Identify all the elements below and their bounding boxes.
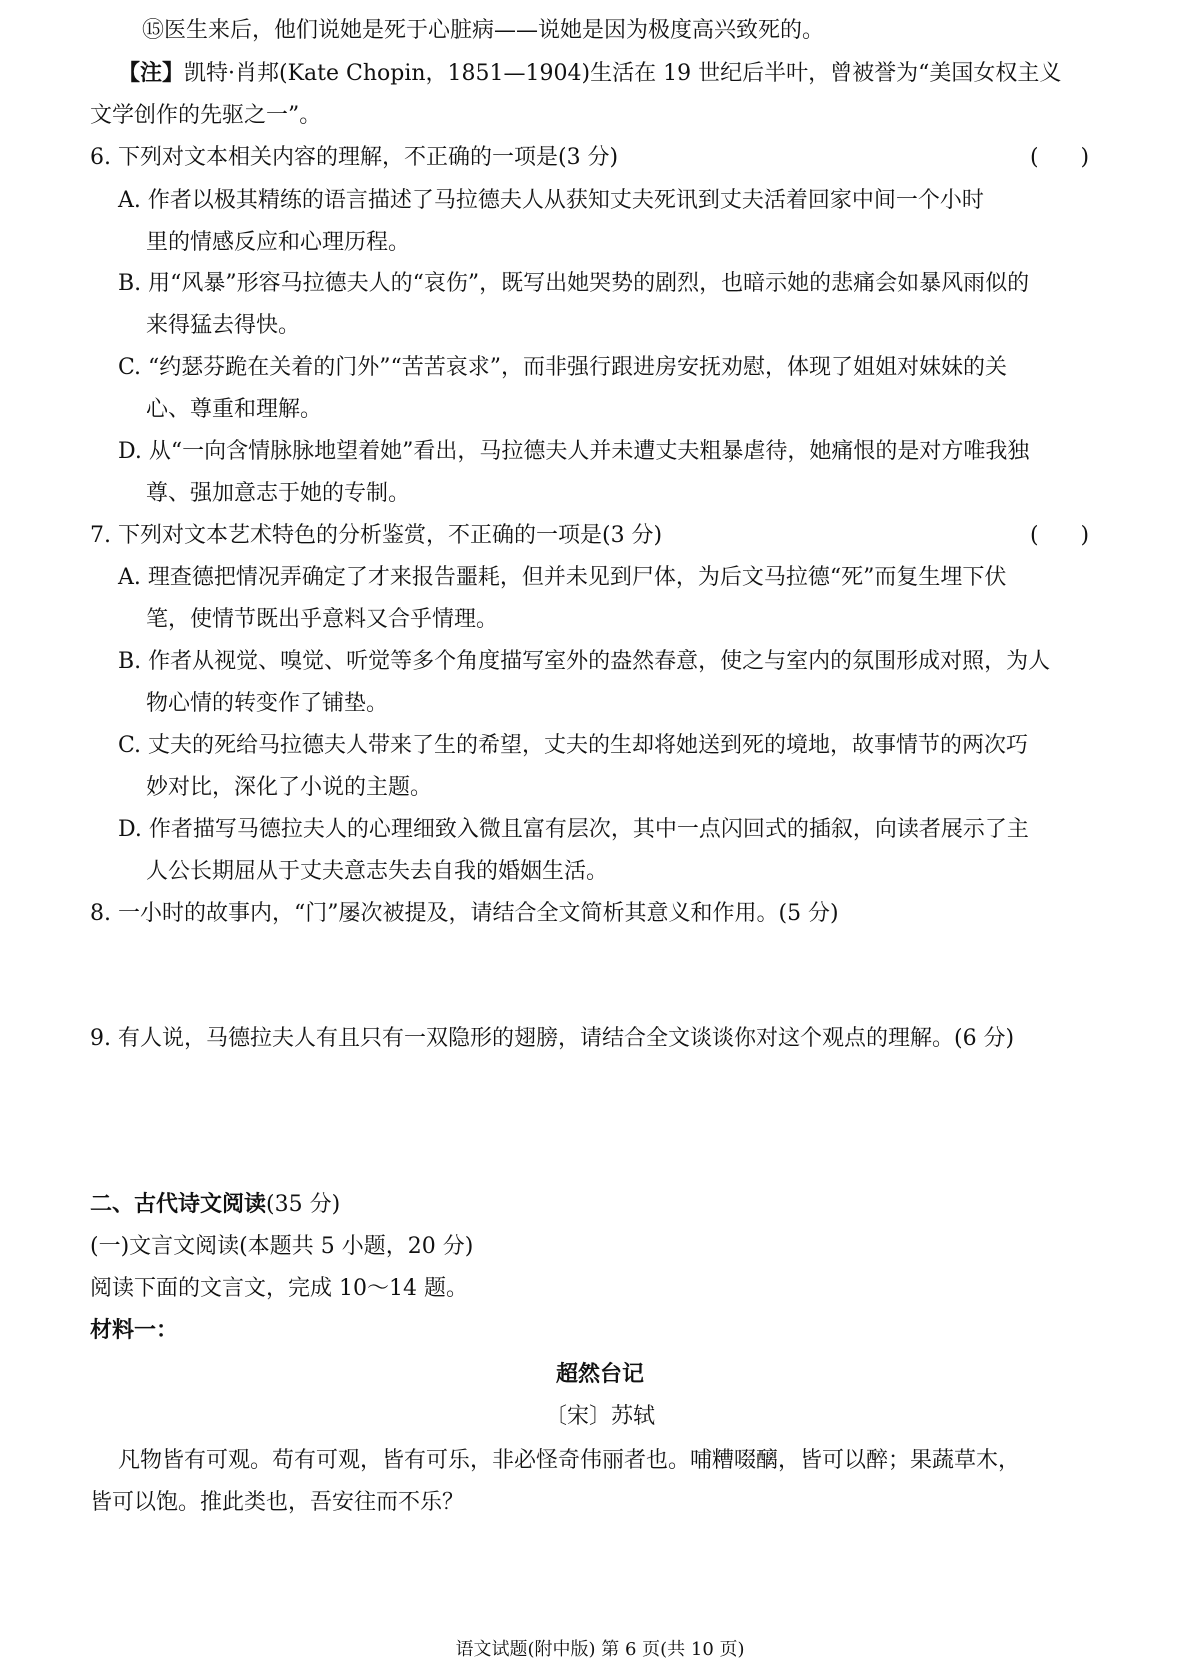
q7-option-c-line-2: 妙对比，深化了小说的主题。 bbox=[146, 775, 433, 800]
q7-option-d-line-2: 人公长期屈从于丈夫意志失去自我的婚姻生活。 bbox=[146, 859, 609, 884]
q6-option-b-line-2: 来得猛去得快。 bbox=[146, 313, 301, 338]
essay-author: 〔宋〕苏轼 bbox=[544, 1404, 655, 1429]
q7-option-d-line-1: D. 作者描写马德拉夫人的心理细致入微且富有层次，其中一点闪回式的插叙，向读者展示了主 bbox=[118, 817, 1029, 842]
page-footer: 语文试题(附中版) 第 6 页(共 10 页) bbox=[455, 1639, 745, 1660]
subsection-1-heading: (一)文言文阅读(本题共 5 小题，20 分) bbox=[90, 1234, 474, 1259]
section-2-score: (35 分) bbox=[266, 1192, 341, 1217]
q6-option-d-line-2: 尊、强加意志于她的专制。 bbox=[146, 481, 411, 506]
note-line-2: 文学创作的先驱之一”。 bbox=[90, 103, 322, 128]
question-8-stem: 8. 一小时的故事内，“门”屡次被提及，请结合全文简析其意义和作用。(5 分) bbox=[90, 901, 839, 926]
q6-option-c-line-1: C. “约瑟芬跪在关着的门外”“苦苦哀求”，而非强行跟进房安抚劝慰，体现了姐姐对妹妹的关 bbox=[118, 355, 1008, 380]
note-label: 【注】 bbox=[118, 61, 185, 86]
question-7-answer-bracket: ( ) bbox=[1030, 523, 1090, 548]
essay-text-line-2: 皆可以饱。推此类也，吾安往而不乐？ bbox=[90, 1490, 465, 1515]
paragraph-15: ⑮医生来后，他们说她是死于心脏病——说她是因为极度高兴致死的。 bbox=[142, 18, 825, 43]
reading-instruction: 阅读下面的文言文，完成 10～14 题。 bbox=[90, 1276, 468, 1301]
section-2-title: 二、古代诗文阅读 bbox=[90, 1192, 267, 1217]
q6-option-a-line-2: 里的情感反应和心理历程。 bbox=[146, 230, 411, 255]
question-6-answer-bracket: ( ) bbox=[1030, 145, 1090, 170]
q7-option-c-line-1: C. 丈夫的死给马拉德夫人带来了生的希望，丈夫的生却将她送到死的境地，故事情节的两次巧 bbox=[118, 733, 1029, 758]
q7-option-a-line-1: A. 理查德把情况弄确定了才来报告噩耗，但并未见到尸体，为后文马拉德“死”而复生埋下伏 bbox=[118, 565, 1007, 590]
q7-option-b-line-1: B. 作者从视觉、嗅觉、听觉等多个角度描写室外的盎然春意，使之与室内的氛围形成对照，为人 bbox=[118, 649, 1051, 674]
q7-option-b-line-2: 物心情的转变作了铺垫。 bbox=[146, 691, 389, 716]
note-text-1: 凯特·肖邦(Kate Chopin，1851—1904)生活在 19 世纪后半叶，曾被誉为“美国女权主义 bbox=[184, 61, 1062, 86]
question-6-stem: 6. 下列对文本相关内容的理解，不正确的一项是(3 分) bbox=[90, 145, 619, 170]
section-2-heading bbox=[90, 1190, 340, 1220]
q6-option-d-line-1: D. 从“一向含情脉脉地望着她”看出，马拉德夫人并未遭丈夫粗暴虐待，她痛恨的是对方唯我独 bbox=[118, 439, 1030, 464]
material-one-label: 材料一： bbox=[90, 1318, 179, 1343]
question-7-stem: 7. 下列对文本艺术特色的分析鉴赏，不正确的一项是(3 分) bbox=[90, 523, 663, 548]
question-9-stem: 9. 有人说，马德拉夫人有且只有一双隐形的翅膀，请结合全文谈谈你对这个观点的理解。(6 分) bbox=[90, 1026, 1015, 1051]
note-line-1 bbox=[118, 59, 1061, 89]
q6-option-b-line-1: B. 用“风暴”形容马拉德夫人的“哀伤”，既写出她哭势的剧烈，也暗示她的悲痛会如暴风雨似的 bbox=[118, 271, 1030, 296]
q6-option-c-line-2: 心、尊重和理解。 bbox=[146, 397, 323, 422]
essay-text-line-1: 凡物皆有可观。苟有可观，皆有可乐，非必怪奇伟丽者也。哺糟啜醨，皆可以醉；果蔬草木， bbox=[118, 1448, 1021, 1473]
q6-option-a-line-1: A. 作者以极其精练的语言描述了马拉德夫人从获知丈夫死讯到丈夫活着回家中间一个小时 bbox=[118, 188, 984, 213]
essay-title: 超然台记 bbox=[555, 1362, 644, 1387]
q7-option-a-line-2: 笔，使情节既出乎意料又合乎情理。 bbox=[146, 607, 499, 632]
